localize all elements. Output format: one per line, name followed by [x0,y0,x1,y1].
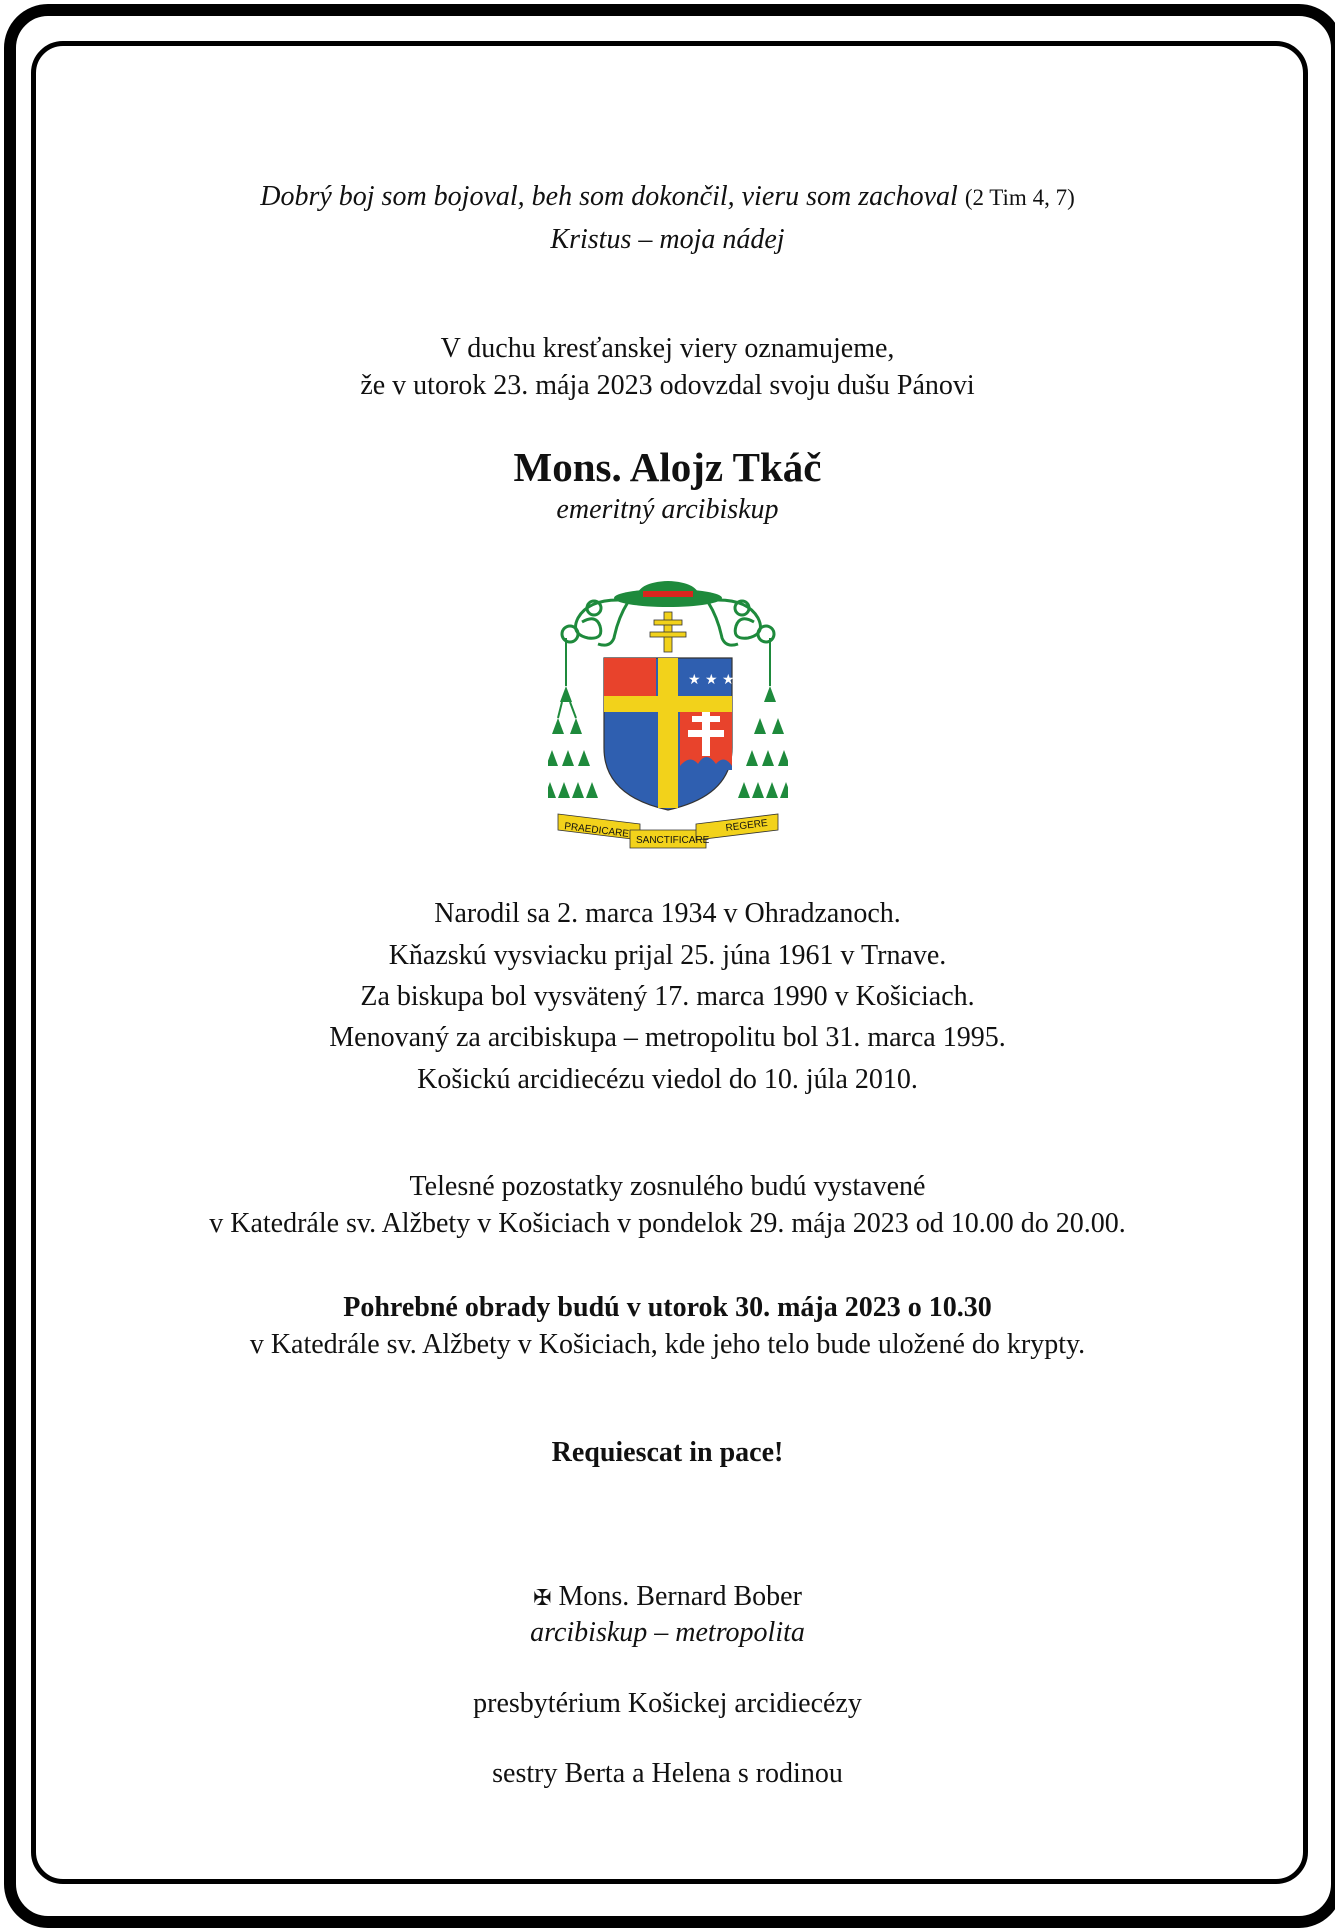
svg-text:★ ★ ★: ★ ★ ★ [688,672,735,688]
motto-line [40,181,1295,213]
galero-hat-icon [614,581,722,607]
deceased-name: Mons. Alojz Tkáč [513,444,822,490]
shield-icon [604,658,735,810]
bio-line-3: Za biskupa bol vysvätený 17. marca 1990 v Košiciach. [360,981,975,1012]
funeral-line-2: v Katedrále sv. Alžbety v Košiciach, kde jeho telo bude uložené do krypty. [249,1329,1086,1360]
left-tassel-triangles [548,686,598,798]
closing-line: Requiescat in pace! [551,1437,784,1468]
announcement-line-2: že v utorok 23. mája 2023 odovzdal svoju dušu Pánovi [360,370,975,401]
bio-line-2: Kňazskú vysviacku prijal 25. júna 1961 v Trnave. [388,940,947,971]
archbishop-name: Mons. Bernard Bober [558,1581,802,1612]
scroll-left-text: PRAEDICARE [563,821,630,840]
scroll-center-text: SANCTIFICARE [636,835,710,846]
motto-reference: (2 Tim 4, 7) [964,185,1075,210]
coat-of-arms-icon [548,578,788,854]
viewing-line-2: v Katedrále sv. Alžbety v Košiciach v pondelok 29. mája 2023 od 10.00 do 20.00. [209,1208,1126,1239]
motto-second: Kristus – moja nádej [550,224,785,255]
right-tassels-icon [708,600,774,645]
family-line: sestry Berta a Helena s rodinou [492,1758,843,1789]
funeral-line-1: Pohrebné obrady budú v utorok 30. mája 2023 o 10.30 [343,1292,992,1323]
archbishop-title: arcibiskup – metropolita [530,1617,805,1648]
archbishop-line [40,1581,1295,1613]
presbytery-line: presbytérium Košickej arcidiecézy [473,1688,862,1719]
viewing-line-1: Telesné pozostatky zosnulého budú vystavené [409,1171,926,1202]
archiepiscopal-cross-icon [650,612,686,652]
deceased-title: emeritný arcibiskup [556,494,779,525]
motto-quote: Dobrý boj som bojoval, beh som dokončil, vieru som zachoval [260,181,958,212]
scroll-right-text: REGERE [725,817,769,834]
announcement-line-1: V duchu kresťanskej viery oznamujeme, [440,333,895,364]
bio-line-4: Menovaný za arcibiskupa – metropolitu bol 31. marca 1995. [329,1022,1006,1053]
motto-scroll [558,814,778,848]
left-tassels-icon [562,600,628,645]
bio-line-1: Narodil sa 2. marca 1934 v Ohradzanoch. [434,898,901,929]
right-tassel-triangles [738,686,788,798]
cross-icon: ✠ [533,1585,552,1610]
bio-line-5: Košickú arcidiecézu viedol do 10. júla 2010. [417,1064,918,1095]
